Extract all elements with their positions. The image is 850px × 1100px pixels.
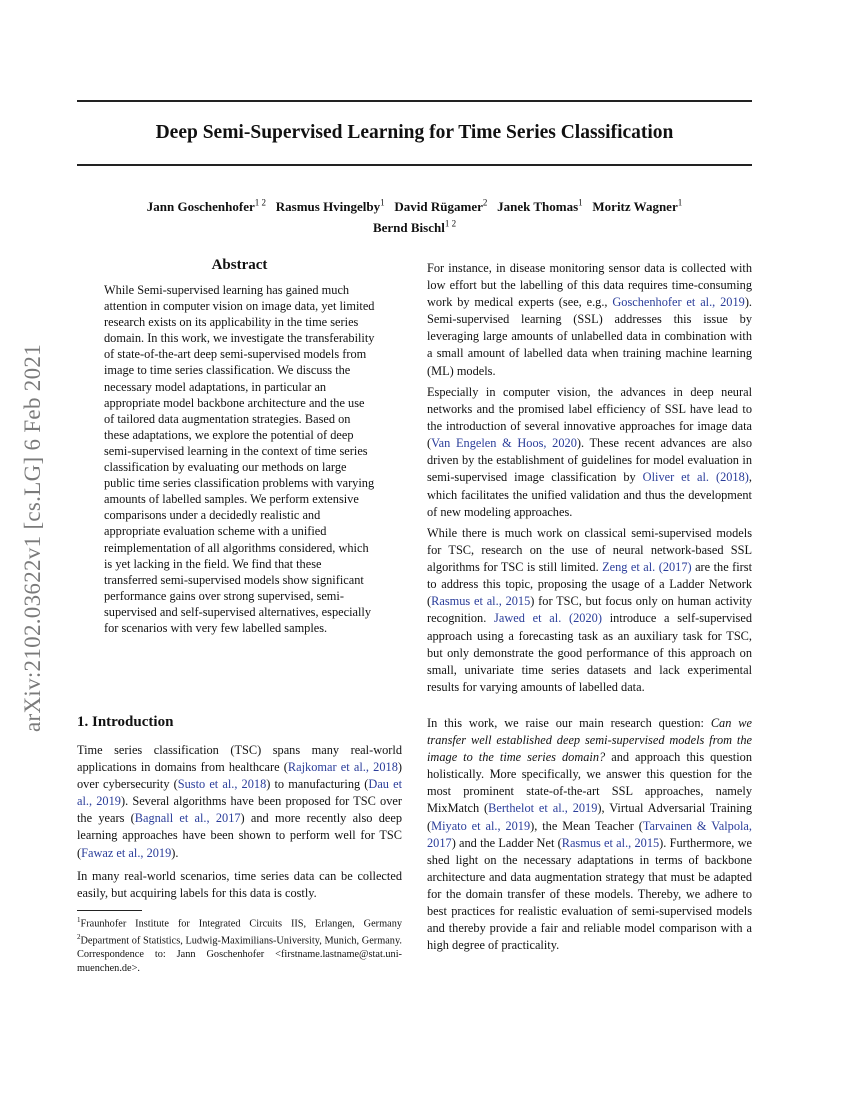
citation-link[interactable]: Susto et al., 2018 xyxy=(177,777,267,792)
author: Bernd Bischl$^{1 2}$ xyxy=(372,218,457,235)
citation-link[interactable]: Berthelot et al., 2019 xyxy=(488,801,598,816)
research-question: Can we transfer well established deep semi-supervised models from the image to the time series domain? xyxy=(427,716,753,765)
citation-link[interactable]: Rasmus et al., 2015 xyxy=(561,835,660,850)
author: Jann Goschenhofer$^{1 2}$ xyxy=(146,198,266,215)
citation-link[interactable]: Dau et al., 2019 xyxy=(77,777,402,809)
citation-link[interactable]: Tarvainen & Valpola, 2017 xyxy=(427,818,752,850)
top-rule xyxy=(77,100,752,102)
citation-link[interactable]: Fawaz et al., 2019 xyxy=(81,845,172,860)
arxiv-stamp: arXiv:2102.03622v1 [cs.LG] 6 Feb 2021 xyxy=(20,344,45,732)
footnote-rule xyxy=(77,910,142,911)
citation-link[interactable]: Goschenhofer et al., 2019 xyxy=(612,295,745,310)
citation-link[interactable]: Oliver et al. (2018) xyxy=(642,470,749,485)
citation-link[interactable]: Miyato et al., 2019 xyxy=(431,818,531,833)
author: Janek Thomas$^1$ xyxy=(497,198,583,215)
author: Rasmus Hvingelby$^1$ xyxy=(275,198,385,215)
body-paragraph: For instance, in disease monitoring sensor data is collected with low effort but the labelling of this data requires time-consuming work by medical experts (see, e.g., Goschenhofer et al., 2019). Semi-supervised learning (SSL) addresses this issue by leveraging large amounts of unlabelled data in combination with a small amount of labelled data when training machine learning (ML) models. xyxy=(427,261,753,378)
intro-paragraph: Time series classification (TSC) spans many real-world applications in domains from healthcare (Rajkomar et al., 2018) over cybersecurity (Susto et al., 2018) to manufacturing (Dau et al., 2019). Several algorithms have been proposed for TSC over the years (Bagnall et al., 2017) and more recently also deep learning approaches have been shown to perform well for TSC (Fawaz et al., 2019). xyxy=(77,743,403,860)
citation-link[interactable]: Jawed et al. (2020) xyxy=(494,611,602,626)
abstract-heading: Abstract xyxy=(211,257,268,273)
citation-link[interactable]: Rajkomar et al., 2018 xyxy=(287,760,398,775)
title-bottom-rule xyxy=(77,164,752,166)
author: Moritz Wagner$^1$ xyxy=(592,198,683,215)
citation-link[interactable]: Bagnall et al., 2017 xyxy=(134,811,241,826)
citation-link[interactable]: Rasmus et al., 2015 xyxy=(431,594,531,609)
paper-title: Deep Semi-Supervised Learning for Time Series Classification xyxy=(155,122,674,143)
author-list xyxy=(77,195,752,236)
section-heading-introduction: 1. Introduction xyxy=(77,714,174,730)
citation-link[interactable]: Zeng et al. (2017) xyxy=(602,560,692,575)
footnote: $^1$Fraunhofer Institute for Integrated Circuits IIS, Erlangen, Germany $^2$Department of Statistics, Ludwig-Maximilians-University, Munich, Germany. Correspondence to: Jann Goschenhofer <firstname.lastname@stat.uni-muenchen.de>. xyxy=(77,916,402,975)
citation-link[interactable]: Van Engelen & Hoos, 2020 xyxy=(431,436,577,451)
body-paragraph: Especially in computer vision, the advances in deep neural networks and the promised label efficiency of SSL have lead to the introduction of several innovative approaches for image data (Van Engelen & Hoos, 2020). These recent advances are also driven by the establishment of guidelines for model evaluation in semi-supervised image classification by Oliver et al. (2018), which facilitates the unified validation and thus the development of new modeling approaches. xyxy=(427,385,752,519)
body-paragraph: While there is much work on classical semi-supervised models for TSC, research on the use of neural network-based SSL algorithms for TSC is still limited. Zeng et al. (2017) are the first to address this topic, proposing the usage of a Ladder Network (Rasmus et al., 2015) for TSC, but focus only on human activity recognition. Jawed et al. (2020) introduce a self-supervised approach using a forecasting task as an auxiliary task for TSC, but only demonstrate the good performance of this approach on small, univariate time series datasets and lack experimental results for varying amounts of labelled data. xyxy=(427,526,753,694)
body-paragraph: In this work, we raise our main research question: Can we transfer well established deep semi-supervised models from the image to the time series domain? and approach this question holistically. More specifically, we answer this question for the most prominent state-of-the-art SSL approaches, namely MixMatch (Berthelot et al., 2019), Virtual Adversarial Training (Miyato et al., 2019), the Mean Teacher (Tarvainen & Valpola, 2017) and the Ladder Net (Rasmus et al., 2015). Furthermore, we shed light on the necessary adaptations in terms of backbone architecture and data augmentation strategy that must be adapted for the domain transfer of these models. Thereby, we adhere to best practices for realistic evaluation of semi-supervised models and thereby provide a fair and reliable model comparison with a high degree of practicality. xyxy=(427,716,753,953)
intro-paragraph: In many real-world scenarios, time series data can be collected easily, but acquiring labels for this data is costly. xyxy=(77,869,402,901)
author: David Rügamer$^2$ xyxy=(394,198,488,215)
abstract-text: While Semi-supervised learning has gained much attention in computer vision on image data, yet limited research exists on its applicability in the time series domain. In this work, we investigate the transferability of state-of-the-art deep semi-supervised models from image to time series classification. We discuss the necessary model adaptations, in particular an appropriate model backbone architecture and the use of tailored data augmentation strategies. Based on these adaptations, we explore the potential of deep semi-supervised learning in the context of time series classification by evaluating our methods on large public time series classification problems with varying amounts of labelled samples. We perform extensive comparisons under a decidedly realistic and appropriate evaluation scheme with a unified reimplementation of all algorithms considered, which is yet lacking in the field. We find that these transferred semi-supervised models show significant performance gains over strong supervised, semi-supervised and self-supervised alternatives, especially for scenarios with very few labelled samples. xyxy=(104,283,375,635)
